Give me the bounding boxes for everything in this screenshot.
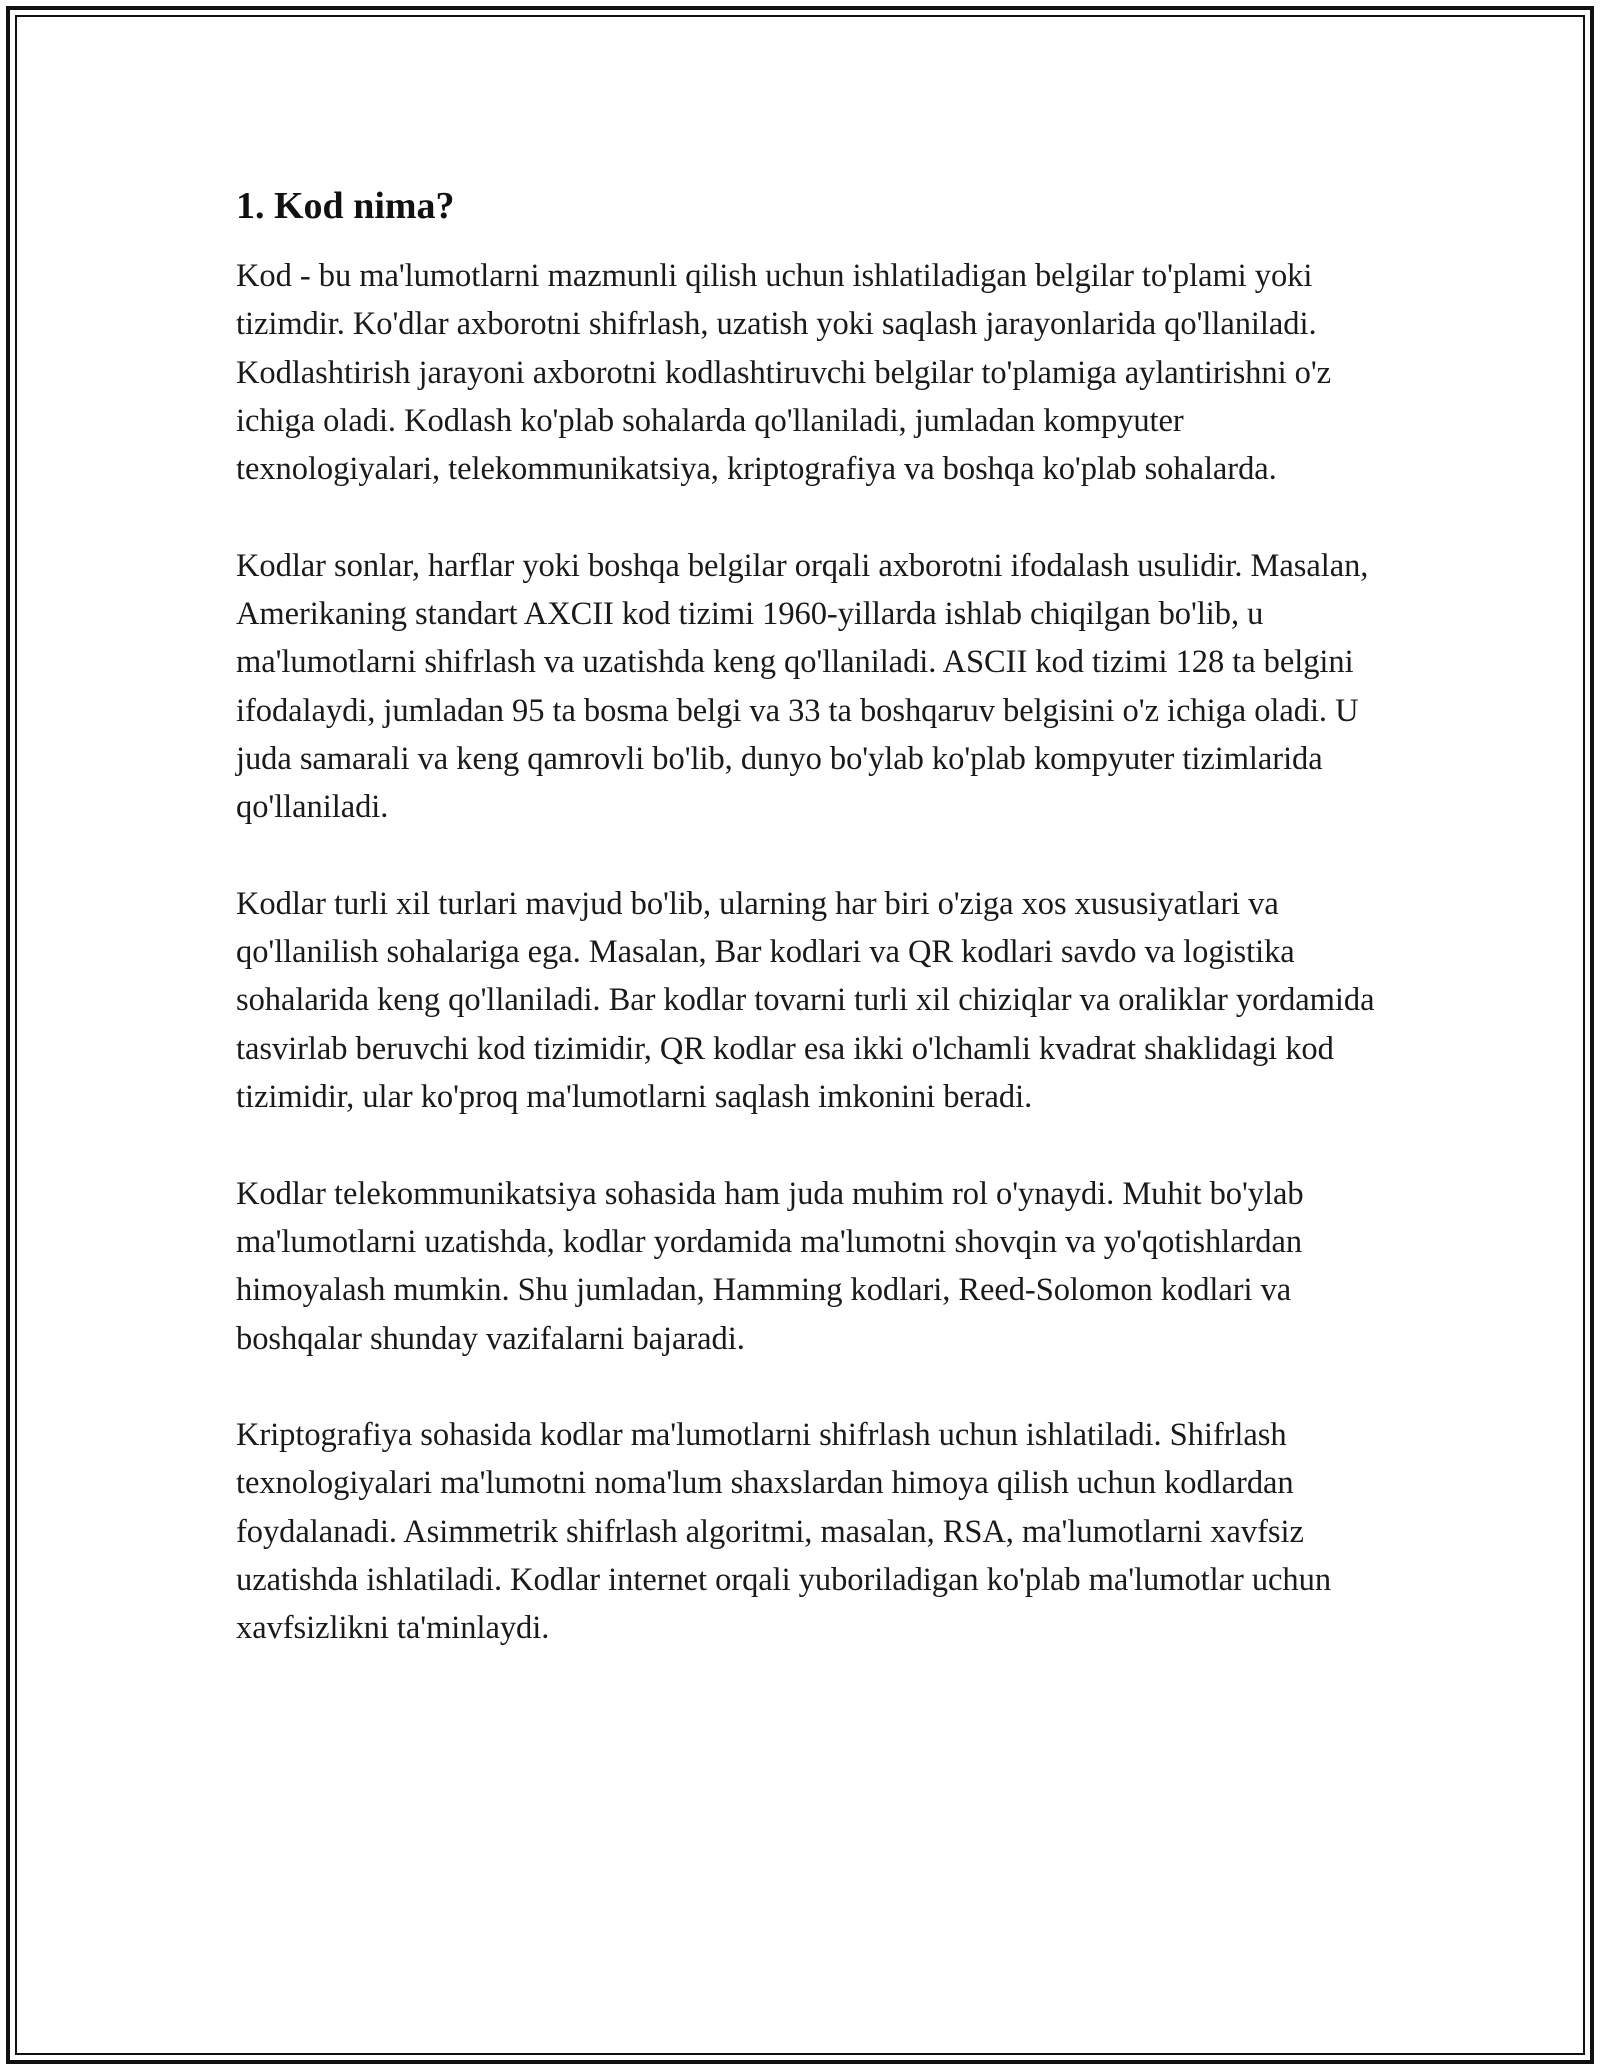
paragraph-4: Kodlar telekommunikatsiya sohasida ham juda muhim rol o'ynaydi. Muhit bo'ylab ma'lumotlarni uzatishda, kodlar yordamida ma'lumotni shovqin va yo'qotishlardan himoyalash mumkin. Shu jumladan, Hamming kodlari, Reed-Solomon kodlari va boshqalar shunday vazifalarni bajaradi. bbox=[236, 1175, 1304, 1357]
section-heading: 1. Kod nima? bbox=[236, 185, 455, 227]
document-body bbox=[236, 182, 1386, 1701]
paragraph-5: Kriptografiya sohasida kodlar ma'lumotlarni shifrlash uchun ishlatiladi. Shifrlash texnologiyalari ma'lumotni noma'lum shaxslardan himoya qilish uchun kodlardan foydalanadi. Asimmetrik shifrlash algoritmi, masalan, RSA, ma'lumotlarni xavfsiz uzatishda ishlatiladi. Kodlar internet orqali yuboriladigan ko'plab ma'lumotlar uchun xavfsizlikni ta'minlaydi. bbox=[236, 1417, 1332, 1647]
paragraph-2: Kodlar sonlar, harflar yoki boshqa belgilar orqali axborotni ifodalash usulidir. Masalan, Amerikaning standart AXCII kod tizimi 1960-yillarda ishlab chiqilgan bo'lib, u ma'lumotlarni shifrlash va uzatishda keng qo'llaniladi. ASCII kod tizimi 128 ta belgini ifodalaydi, jumladan 95 ta bosma belgi va 33 ta boshqaruv belgisini o'z ichiga oladi. U juda samarali va keng qamrovli bo'lib, dunyo bo'ylab ko'plab kompyuter tizimlarida qo'llaniladi. bbox=[236, 547, 1369, 826]
paragraph-1: Kod - bu ma'lumotlarni mazmunli qilish uchun ishlatiladigan belgilar to'plami yoki tizimdir. Ko'dlar axborotni shifrlash, uzatish yoki saqlash jarayonlarida qo'llaniladi. Kodlashtirish jarayoni axborotni kodlashtiruvchi belgilar to'plamiga aylantirishni o'z ichiga oladi. Kodlash ko'plab sohalarda qo'llaniladi, jumladan kompyuter texnologiyalari, telekommunikatsiya, kriptografiya va boshqa ko'plab sohalarda. bbox=[236, 258, 1332, 488]
paragraph-3: Kodlar turli xil turlari mavjud bo'lib, ularning har biri o'ziga xos xususiyatlari va qo'llanilish sohalariga ega. Masalan, Bar kodlari va QR kodlari savdo va logistika sohalarida keng qo'llaniladi. Bar kodlar tovarni turli xil chiziqlar va oraliklar yordamida tasvirlab beruvchi kod tizimidir, QR kodlar esa ikki o'lchamli kvadrat shaklidagi kod tizimidir, ular ko'proq ma'lumotlarni saqlash imkonini beradi. bbox=[236, 885, 1375, 1116]
